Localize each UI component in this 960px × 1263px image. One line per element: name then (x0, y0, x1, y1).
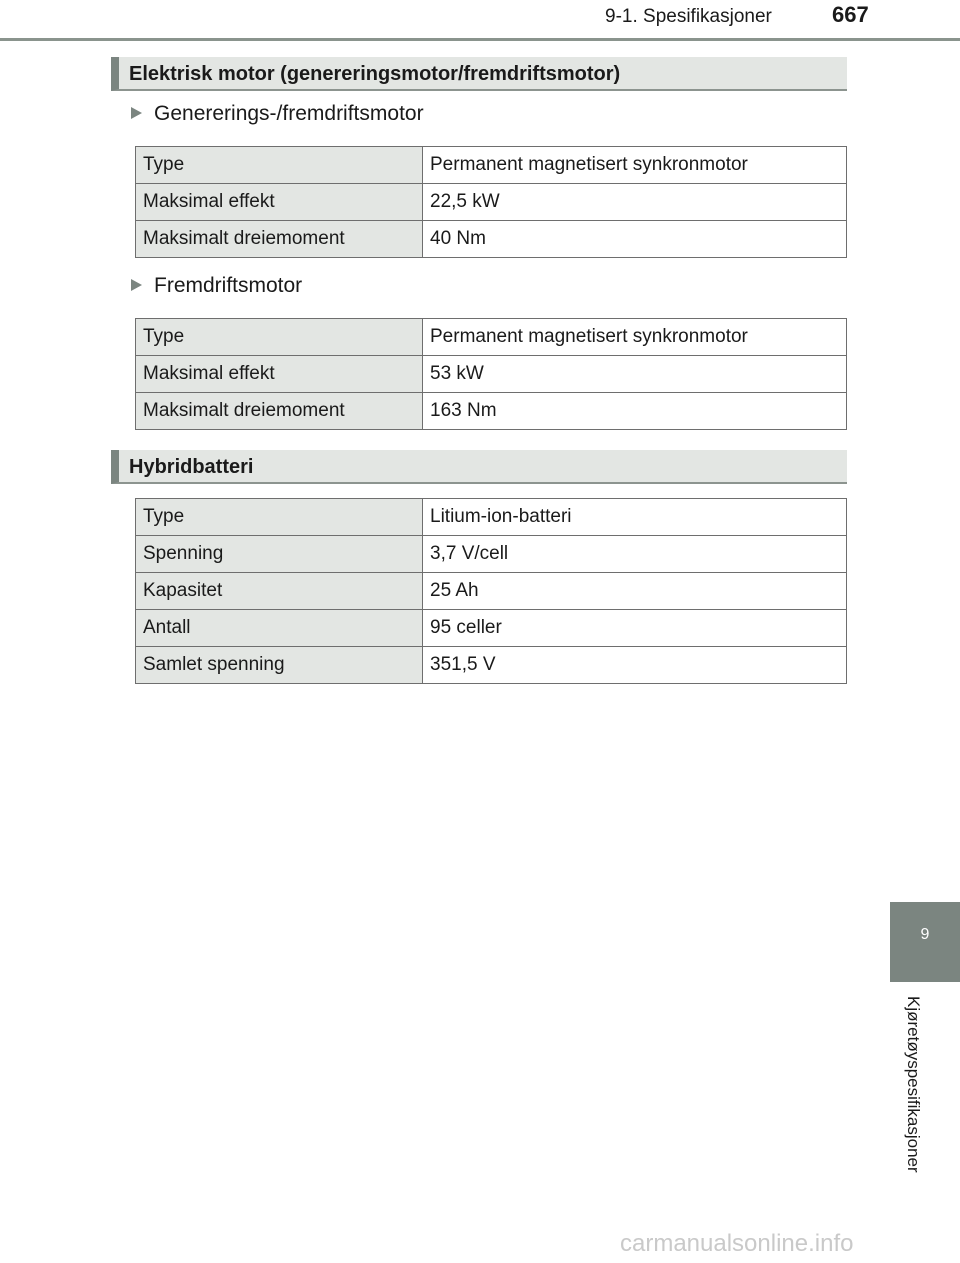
spec-value: Permanent magnetisert synkronmotor (423, 147, 847, 184)
spec-value: Permanent magnetisert synkronmotor (423, 319, 847, 356)
table-row (136, 647, 847, 684)
table-row (136, 610, 847, 647)
spec-value: Litium-ion-batteri (423, 499, 847, 536)
spec-label: Kapasitet (136, 573, 423, 610)
table-row (136, 319, 847, 356)
chapter-number: 9 (920, 926, 930, 943)
chapter-tab[interactable] (890, 902, 960, 982)
triangle-bullet-icon (131, 279, 142, 291)
spec-label: Antall (136, 610, 423, 647)
page-number: 667 (832, 2, 869, 27)
spec-value: 22,5 kW (423, 184, 847, 221)
header-divider (0, 38, 960, 41)
table-row (136, 221, 847, 258)
table-row (136, 393, 847, 430)
spec-value: 3,7 V/cell (423, 536, 847, 573)
spec-label: Maksimalt dreiemoment (136, 393, 423, 430)
table-row (136, 499, 847, 536)
table-row (136, 536, 847, 573)
spec-value: 25 Ah (423, 573, 847, 610)
table-row (136, 573, 847, 610)
chapter-label: Kjøretøyspesifikasjoner (904, 996, 923, 1173)
table-row (136, 356, 847, 393)
spec-label: Maksimalt dreiemoment (136, 221, 423, 258)
spec-table-hybrid-battery (135, 498, 847, 684)
spec-value: 163 Nm (423, 393, 847, 430)
section-header-hybrid-battery (111, 450, 847, 484)
section-title: Elektrisk motor (genereringsmotor/fremdriftsmotor) (129, 63, 621, 85)
spec-table-drive-motor (135, 318, 847, 430)
spec-value: 95 celler (423, 610, 847, 647)
table-row (136, 147, 847, 184)
header-section-title: 9-1. Spesifikasjoner (605, 6, 772, 27)
spec-label: Maksimal effekt (136, 184, 423, 221)
watermark: carmanualsonline.info (620, 1230, 854, 1257)
spec-label: Maksimal effekt (136, 356, 423, 393)
spec-value: 351,5 V (423, 647, 847, 684)
triangle-bullet-icon (131, 107, 142, 119)
subheading-generating-drive-motor (131, 102, 424, 126)
spec-label: Samlet spenning (136, 647, 423, 684)
spec-label: Type (136, 319, 423, 356)
spec-label: Type (136, 147, 423, 184)
spec-value: 53 kW (423, 356, 847, 393)
section-title: Hybridbatteri (129, 456, 254, 478)
spec-table-generating-drive-motor (135, 146, 847, 258)
spec-label: Type (136, 499, 423, 536)
table-row (136, 184, 847, 221)
subheading-drive-motor (131, 274, 302, 298)
subheading-label: Fremdriftsmotor (154, 274, 303, 297)
section-header-electric-motor (111, 57, 847, 91)
spec-value: 40 Nm (423, 221, 847, 258)
subheading-label: Genererings-/fremdriftsmotor (154, 102, 424, 125)
spec-label: Spenning (136, 536, 423, 573)
